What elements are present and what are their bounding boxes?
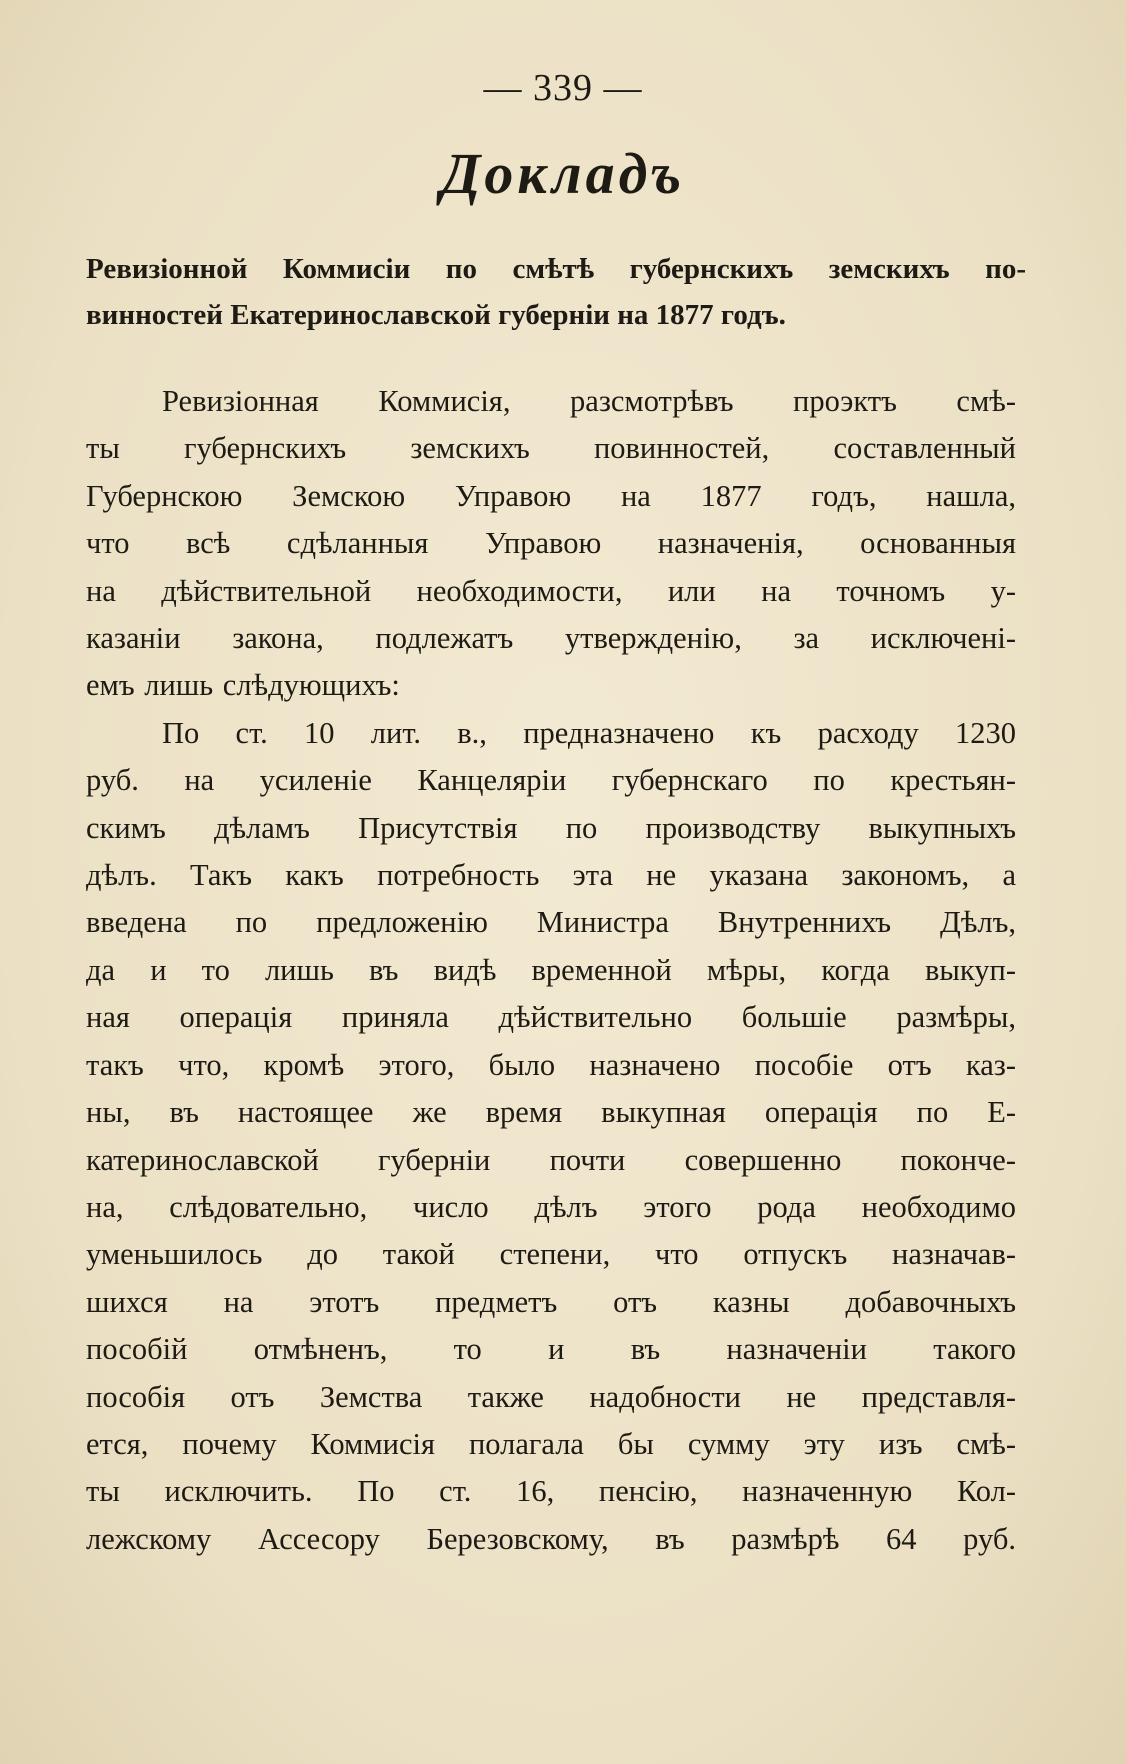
text-line: на дѣйствительной необходимости, или на точномъ у- xyxy=(86,573,1016,608)
page-number: — 339 — xyxy=(483,67,643,109)
text-line: ная операція приняла дѣйствительно большіе размѣры, xyxy=(86,1000,1016,1035)
text-line: казаніи закона, подлежатъ утвержденію, за исключені- xyxy=(86,621,1016,656)
text-line: Ревизіонная Коммисія, разсмотрѣвъ проэктъ смѣ- xyxy=(162,384,1016,418)
text-line: лежскому Ассесору Березовскому, въ размѣрѣ 64 руб. xyxy=(86,1521,1016,1556)
document-subtitle xyxy=(86,246,1026,338)
subtitle-line: Ревизіонной Коммисіи по смѣтѣ губернскихъ земскихъ по- xyxy=(86,253,1026,285)
text-line: такъ что, кромѣ этого, было назначено пособіе отъ каз- xyxy=(86,1047,1016,1082)
text-line: на, слѣдовательно, число дѣлъ этого рода необходимо xyxy=(86,1189,1016,1224)
text-line: Губернскою Земскою Управою на 1877 годъ, нашла, xyxy=(86,478,1016,513)
text-line: скимъ дѣламъ Присутствія по производству выкупныхъ xyxy=(86,810,1016,845)
body-text xyxy=(86,378,1016,1563)
text-line: дѣлъ. Такъ какъ потребность эта не указана закономъ, а xyxy=(86,858,1016,893)
text-line: шихся на этотъ предметъ отъ казны добавочныхъ xyxy=(86,1284,1016,1319)
text-line: ты исключить. По ст. 16, пенсію, назначенную Кол- xyxy=(86,1474,1016,1509)
text-line: ты губернскихъ земскихъ повинностей, составленный xyxy=(86,431,1016,466)
text-line: пособія отъ Земства также надобности не представля- xyxy=(86,1379,1016,1414)
text-line: ется, почему Коммисія полагала бы сумму эту изъ смѣ- xyxy=(86,1426,1016,1461)
subtitle-line: винностей Екатеринославской губерніи на 1877 годъ. xyxy=(86,299,786,331)
text-line: пособій отмѣненъ, то и въ назначеніи такого xyxy=(86,1332,1016,1367)
text-line: что всѣ сдѣланныя Управою назначенія, основанныя xyxy=(86,526,1016,561)
text-line: емъ лишь слѣдующихъ: xyxy=(86,668,400,703)
text-line: ны, въ настоящее же время выкупная операція по Е- xyxy=(86,1095,1016,1130)
text-line: уменьшилось до такой степени, что отпускъ назначав- xyxy=(86,1237,1016,1272)
text-line: введена по предложенію Министра Внутреннихъ Дѣлъ, xyxy=(86,905,1016,940)
text-line: руб. на усиленіе Канцеляріи губернскаго по крестьян- xyxy=(86,763,1016,798)
text-line: По ст. 10 лит. в., предназначено къ расходу 1230 xyxy=(162,715,1016,750)
text-line: катеринославской губерніи почти совершенно поконче- xyxy=(86,1142,1016,1177)
document-heading: Докладъ xyxy=(440,141,686,206)
text-line: да и то лишь въ видѣ временной мѣры, когда выкуп- xyxy=(86,952,1016,987)
